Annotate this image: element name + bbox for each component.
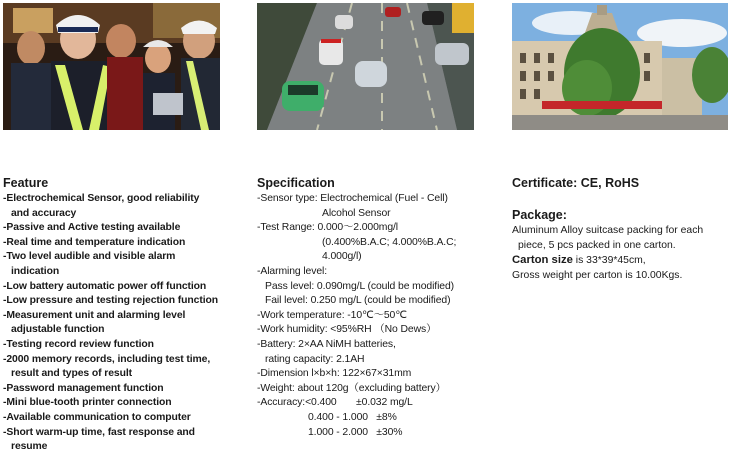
spec-line: rating capacity: 2.1AH xyxy=(265,353,365,365)
feature-line: -Real time and temperature indication xyxy=(3,236,186,248)
feature-section xyxy=(3,176,238,455)
package-line: Aluminum Alloy suitcase packing for each xyxy=(512,225,704,236)
feature-line: -Password management function xyxy=(3,382,164,394)
feature-line: -Low pressure and testing rejection function xyxy=(3,295,218,307)
feature-line: -Measurement unit and alarming level xyxy=(3,309,186,321)
spec-line: -Battery: 2×AA NiMH batteries, xyxy=(257,338,396,350)
carton-size-value: is 33*39*45cm, xyxy=(572,255,646,266)
spec-line: -Test Range: 0.000～2.000mg/l xyxy=(257,222,399,234)
feature-line: resume xyxy=(11,441,48,453)
feature-line: and accuracy xyxy=(11,207,77,219)
certificate-package-section xyxy=(512,176,727,283)
package-line: piece, 5 pcs packed in one carton. xyxy=(518,239,676,251)
spec-line: (0.400%B.A.C; 4.000%B.A.C; xyxy=(322,236,457,248)
feature-line: -Testing record review function xyxy=(3,338,154,350)
spec-line: 0.400 - 1.000 ±8% xyxy=(308,411,397,423)
road-traffic-photo xyxy=(257,3,474,130)
city-building-photo xyxy=(512,3,728,130)
feature-line: -Electrochemical Sensor, good reliability xyxy=(3,193,200,204)
feature-line: -Mini blue-tooth printer connection xyxy=(3,397,172,409)
gross-weight-line: Gross weight per carton is 10.00Kgs. xyxy=(512,269,683,281)
package-title: Package: xyxy=(512,208,567,222)
feature-line: indication xyxy=(11,265,60,277)
feature-line: adjustable function xyxy=(11,324,105,336)
spec-line: -Accuracy:<0.400 ±0.032 mg/L xyxy=(257,397,413,409)
specification-section xyxy=(257,176,502,440)
feature-line: -Available communication to computer xyxy=(3,411,191,423)
carton-size-label: Carton size xyxy=(512,254,573,266)
police-officers-photo xyxy=(3,3,220,130)
spec-line: Fail level: 0.250 mg/L (could be modified) xyxy=(265,295,451,307)
spec-line: -Dimension l×b×h: 122×67×31mm xyxy=(257,368,412,380)
feature-title: Feature xyxy=(3,176,49,190)
spec-line: -Sensor type: Electrochemical (Fuel - Cell) xyxy=(257,193,448,204)
certificate-text: Certificate: CE, RoHS xyxy=(512,176,640,190)
spec-line: -Work humidity: <95%RH （No Dews） xyxy=(257,324,437,336)
feature-line: -2000 memory records, including test time, xyxy=(3,353,211,365)
spec-line: 1.000 - 2.000 ±30% xyxy=(308,426,403,438)
spec-line: Pass level: 0.090mg/L (could be modified) xyxy=(265,280,454,292)
spec-line: 4.000g/l) xyxy=(322,251,362,263)
spec-line: -Alarming level: xyxy=(257,265,328,277)
feature-line: -Low battery automatic power off function xyxy=(3,280,207,292)
spec-line: Alcohol Sensor xyxy=(322,207,391,219)
specification-title: Specification xyxy=(257,176,335,190)
spec-line: -Weight: about 120g（excluding battery） xyxy=(257,382,446,394)
feature-line: -Passive and Active testing available xyxy=(3,222,181,234)
feature-line: result and types of result xyxy=(11,368,132,380)
carton-size-line xyxy=(512,253,727,269)
spec-line: -Work temperature: -10℃～50℃ xyxy=(257,309,407,321)
feature-line: -Two level audible and visible alarm xyxy=(3,251,176,263)
feature-line: -Short warm-up time, fast response and xyxy=(3,426,195,438)
